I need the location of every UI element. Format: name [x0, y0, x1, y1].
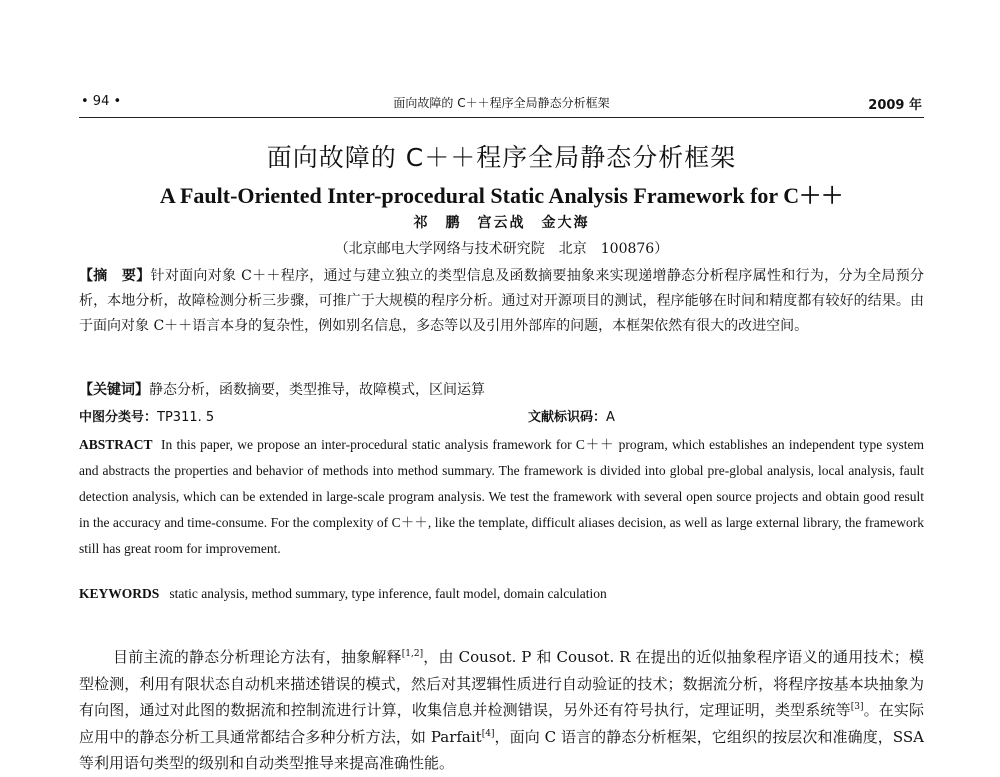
body-paragraph — [79, 644, 924, 777]
journal-year: 2009 年 — [868, 98, 922, 113]
citation-4: [4] — [481, 728, 495, 739]
chinese-abstract — [79, 264, 924, 339]
chinese-keywords-label: 【关键词】 — [79, 382, 149, 398]
document-code-value: A — [606, 410, 615, 425]
clc-value: TP311. 5 — [157, 410, 215, 425]
body-text-part-2: ，由 Cousot. P 和 Cousot. R 在提出的近似抽象程序语义的通用技术；模型检测，利用有限状态自动机来描述错误的模式，然后对其逻辑性质进行自动验证的技术；数据流分析，将程序按基本块抽象为有向图，通过对此图的数据流和控制流进行计算，收集信息并检测错误，另外还有符号执行，定理证明，类型系统等 — [79, 648, 924, 719]
running-title: 面向故障的 C＋＋程序全局静态分析框架 — [393, 96, 610, 110]
citation-1-2: [1,2] — [401, 649, 424, 659]
page-number: • 94 • — [81, 94, 122, 109]
body-text-part-3: 。在实际应用中的静态分析工具通常都结合多种分析方法，如 Parfait — [79, 701, 924, 746]
document-code-label: 文献标识码： — [528, 410, 607, 425]
english-abstract — [79, 432, 924, 562]
body-text-part-4: ，面向 C 语言的静态分析框架，它组织的按层次和准确度，SSA 等利用语句类型的级别和自动类型推导来提高准确性能。 — [79, 727, 925, 772]
english-keywords — [79, 586, 924, 602]
document-code — [528, 406, 615, 425]
citation-3: [3] — [850, 702, 864, 712]
author-affiliation: （北京邮电大学网络与技术研究院 北京 100876） — [334, 241, 669, 257]
chinese-abstract-label: 【摘 要】 — [79, 268, 151, 284]
chinese-keywords — [79, 378, 924, 403]
author-list: 祁 鹏 宫云战 金大海 — [413, 215, 590, 231]
english-abstract-label: ABSTRACT — [79, 437, 153, 452]
english-keywords-label: KEYWORDS — [79, 586, 160, 601]
english-abstract-text: In this paper, we propose an inter-procedural static analysis framework for C＋＋ program, which establishes an independent type system and abstracts the properties and behavior of methods into method summary. The framework is divided into global pre-global analysis, local analysis, fault detection analysis, which can be extended in large-scale program analysis. We test the framework with several open source projects and obtain good result in the accuracy and time-consume. For the complexity of C＋＋, like the template, difficult aliases decision, as well as large external library, the framework still has great room for improvement. — [79, 437, 924, 556]
clc-label: 中图分类号： — [79, 410, 158, 425]
body-text-part-1: 目前主流的静态分析理论方法有，抽象解释 — [113, 648, 402, 666]
paper-title-chinese: 面向故障的 C＋＋程序全局静态分析框架 — [266, 143, 737, 172]
paper-title-english: A Fault-Oriented Inter-procedural Static Analysis Framework for C＋＋ — [159, 183, 844, 208]
clc-number — [79, 406, 214, 425]
chinese-abstract-text: 针对面向对象 C＋＋程序，通过与建立独立的类型信息及函数摘要抽象来实现递增静态分析程序属性和行为，分为全局预分析，本地分析，故障检测分析三步骤，可推广于大规模的程序分析。通过对开源项目的测试，程序能够在时间和精度都有较好的结果。由于面向对象 C＋＋语言本身的复杂性，例如别名信息，多态等以及引用外部库的问题，本框架依然有很大的改进空间。 — [79, 268, 924, 334]
header-rule — [79, 117, 924, 118]
classification-line — [79, 406, 924, 426]
english-keywords-text: static analysis, method summary, type inference, fault model, domain calculation — [169, 586, 607, 601]
chinese-keywords-text: 静态分析，函数摘要，类型推导，故障模式，区间运算 — [149, 382, 485, 398]
running-header — [79, 92, 924, 114]
